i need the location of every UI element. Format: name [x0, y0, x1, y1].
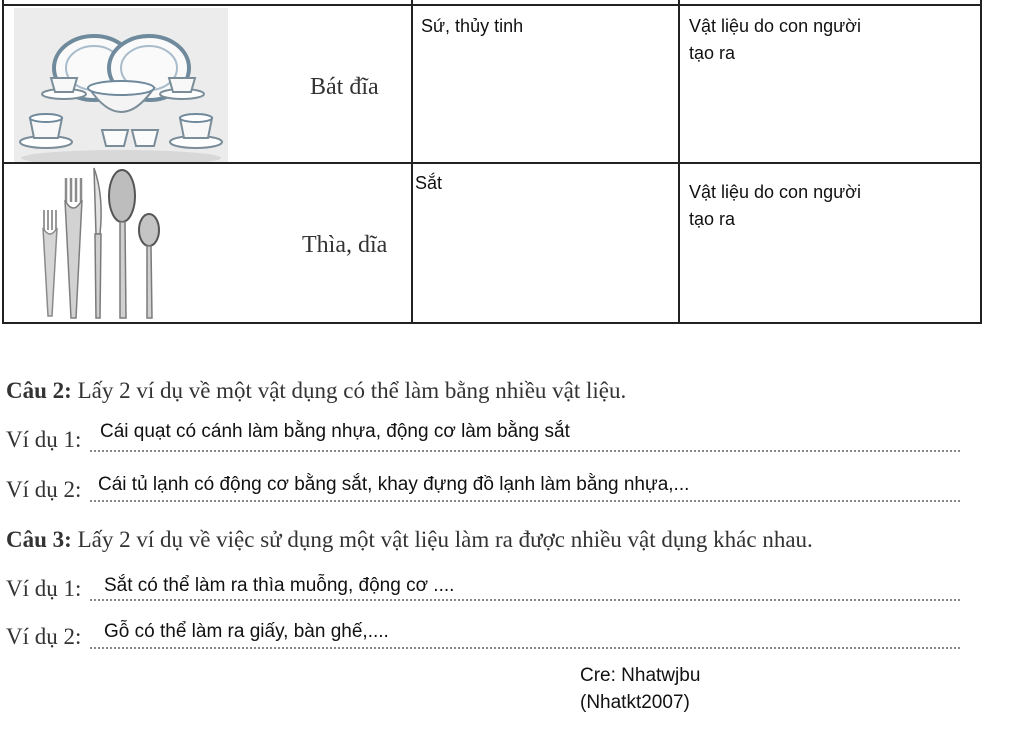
example-2-answer: Gỗ có thể làm ra giấy, bàn ghế,....	[104, 621, 389, 642]
item-name: Bát đĩa	[310, 74, 379, 100]
question-2-text: Lấy 2 ví dụ về một vật dụng có thể làm bằng nhiều vật liệu.	[71, 378, 627, 403]
table-border-left	[2, 0, 4, 324]
material-type-cell: Vật liệu do con người tạo ra	[689, 182, 861, 229]
example-1-label: Ví dụ 1:	[6, 427, 82, 452]
tableware-image	[14, 8, 228, 162]
material-cell: Sắt	[415, 173, 443, 193]
answer-line	[90, 599, 960, 601]
credit	[580, 662, 700, 716]
example-2-answer: Cái tủ lạnh có động cơ bằng sắt, khay đựng đồ lạnh làm bằng nhựa,...	[98, 474, 690, 495]
item-name: Thìa, dĩa	[302, 232, 388, 258]
question-3-text: Lấy 2 ví dụ về việc sử dụng một vật liệu làm ra được nhiều vật dụng khác nhau.	[71, 527, 813, 552]
credit-line-1: Cre: Nhatwjbu	[580, 665, 701, 686]
material-type-cell: Vật liệu do con người tạo ra	[689, 16, 861, 63]
question-2-label: Câu 2:	[6, 378, 72, 403]
material-cell: Sứ, thủy tinh	[421, 16, 524, 36]
cutlery-image	[36, 166, 166, 320]
table-border-bottom	[2, 322, 982, 324]
table-border-top	[2, 4, 982, 6]
answer-line	[90, 500, 960, 502]
table-border-right	[980, 0, 982, 324]
example-2-label: Ví dụ 2:	[6, 477, 82, 502]
example-1-answer: Cái quạt có cánh làm bằng nhựa, động cơ làm bằng sắt	[100, 421, 570, 442]
table-divider-2	[678, 0, 680, 324]
example-1-answer: Sắt có thể làm ra thìa muỗng, động cơ ....	[104, 575, 455, 596]
question-3-heading	[6, 527, 813, 553]
example-2-label: Ví dụ 2:	[6, 624, 82, 649]
answer-line	[90, 647, 960, 649]
credit-line-2: (Nhatkt2007)	[580, 692, 690, 713]
example-1-label: Ví dụ 1:	[6, 576, 82, 601]
answer-line	[90, 450, 960, 452]
question-3-label: Câu 3:	[6, 527, 72, 552]
table-border-middle	[2, 162, 982, 164]
question-2-heading	[6, 378, 626, 404]
table-divider-1	[411, 0, 413, 324]
